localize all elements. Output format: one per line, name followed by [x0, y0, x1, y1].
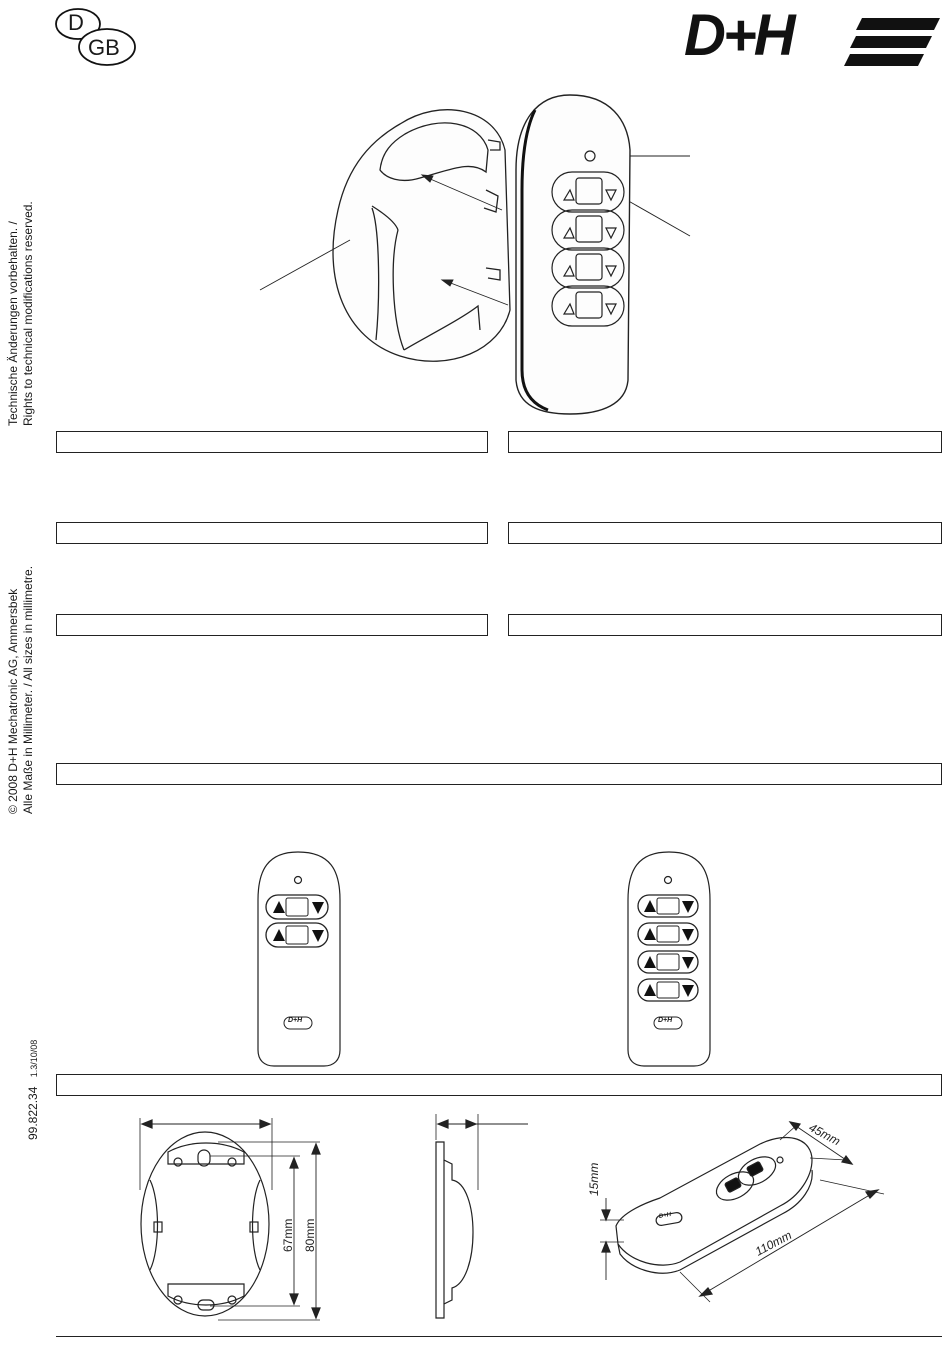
language-gb: GB: [88, 35, 120, 60]
sidebar-copyright: © 2008 D+H Mechatronic AG, Ammersbek: [6, 588, 20, 814]
dim-label-110mm: 110mm: [752, 1227, 794, 1259]
language-de: D: [68, 10, 84, 35]
dim-label-45mm: 45mm: [806, 1120, 843, 1149]
dim-label-67mm: 67mm: [281, 1218, 295, 1252]
doc-number: 99.822.34: [26, 1086, 40, 1140]
sidebar-modifications-de: Technische Änderungen vorbehalten. /: [6, 221, 20, 426]
dim-label-80mm: 80mm: [303, 1218, 317, 1252]
dim-label-15mm: 15mm: [587, 1162, 601, 1196]
remote-3d-logo: D+H: [658, 1211, 672, 1221]
remote-4-channel-logo: D+H: [658, 1017, 673, 1024]
remote-2-channel-logo: D+H: [288, 1017, 303, 1024]
holder-side-view: [436, 1114, 528, 1318]
footer-rule: [56, 1336, 942, 1337]
sidebar-sizes-note: Alle Maße in Millimeter. / All sizes in millimetre.: [21, 565, 35, 814]
doc-version: 1.3/10/08: [29, 1039, 39, 1078]
remote-3d-view: [600, 1122, 884, 1302]
brand-logo-text: D+H: [684, 3, 793, 68]
sidebar-modifications-en: Rights to technical modifications reserved.: [21, 201, 35, 426]
